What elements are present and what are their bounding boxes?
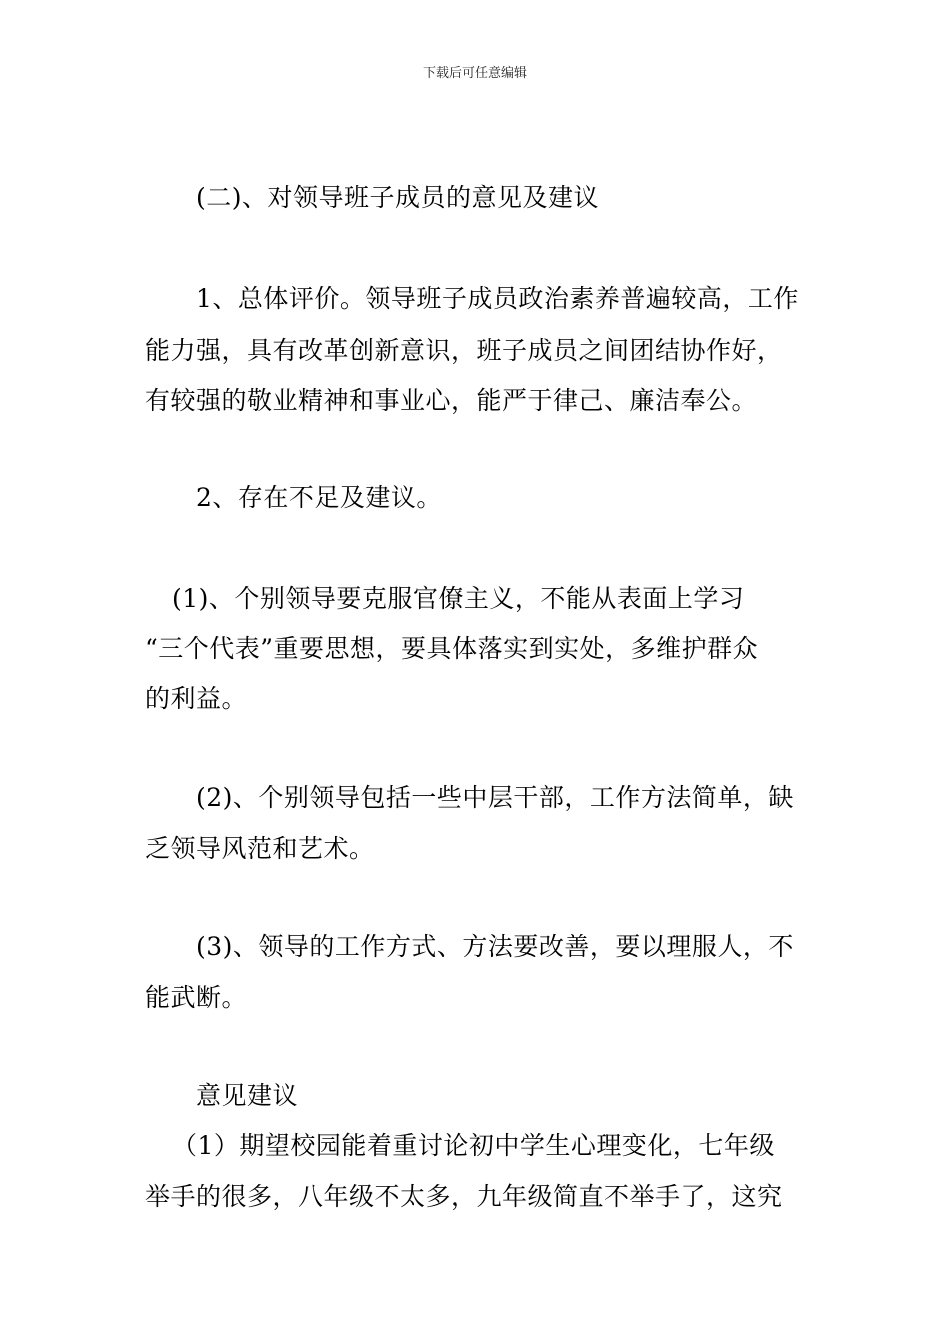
item-1-line-2: “三个代表”重要思想，要具体落实到实处，多维护群众 xyxy=(145,634,759,663)
suggestion-title: 意见建议 xyxy=(196,1081,299,1110)
section-title: (二)、对领导班子成员的意见及建议 xyxy=(196,183,600,212)
suggestion-1-line-2: 举手的很多，八年级不太多，九年级简直不举手了，这究 xyxy=(145,1182,783,1211)
paragraph-2-title: 2、存在不足及建议。 xyxy=(196,483,442,512)
item-1-line-1: (1)、个别领导要克服官僚主义，不能从表面上学习 xyxy=(172,584,745,613)
item-2-line-2: 乏领导风范和艺术。 xyxy=(145,834,375,863)
page-header-note: 下载后可任意编辑 xyxy=(422,66,527,81)
item-3-line-1: (3)、领导的工作方式、方法要改善，要以理服人，不 xyxy=(196,932,794,961)
item-2-line-1: (2)、个别领导包括一些中层干部，工作方法简单，缺 xyxy=(196,783,794,812)
suggestion-1-line-1: （1）期望校园能着重讨论初中学生心理变化，七年级 xyxy=(172,1131,775,1160)
paragraph-1-line-1: 1、总体评价。领导班子成员政治素养普遍较高，工作 xyxy=(196,284,799,313)
paragraph-1-line-2: 能力强，具有改革创新意识，班子成员之间团结协作好， xyxy=(145,336,783,365)
item-1-line-3: 的利益。 xyxy=(145,684,248,713)
item-3-line-2: 能武断。 xyxy=(145,983,248,1012)
paragraph-1-line-3: 有较强的敬业精神和事业心，能严于律己、廉洁奉公。 xyxy=(145,386,758,415)
